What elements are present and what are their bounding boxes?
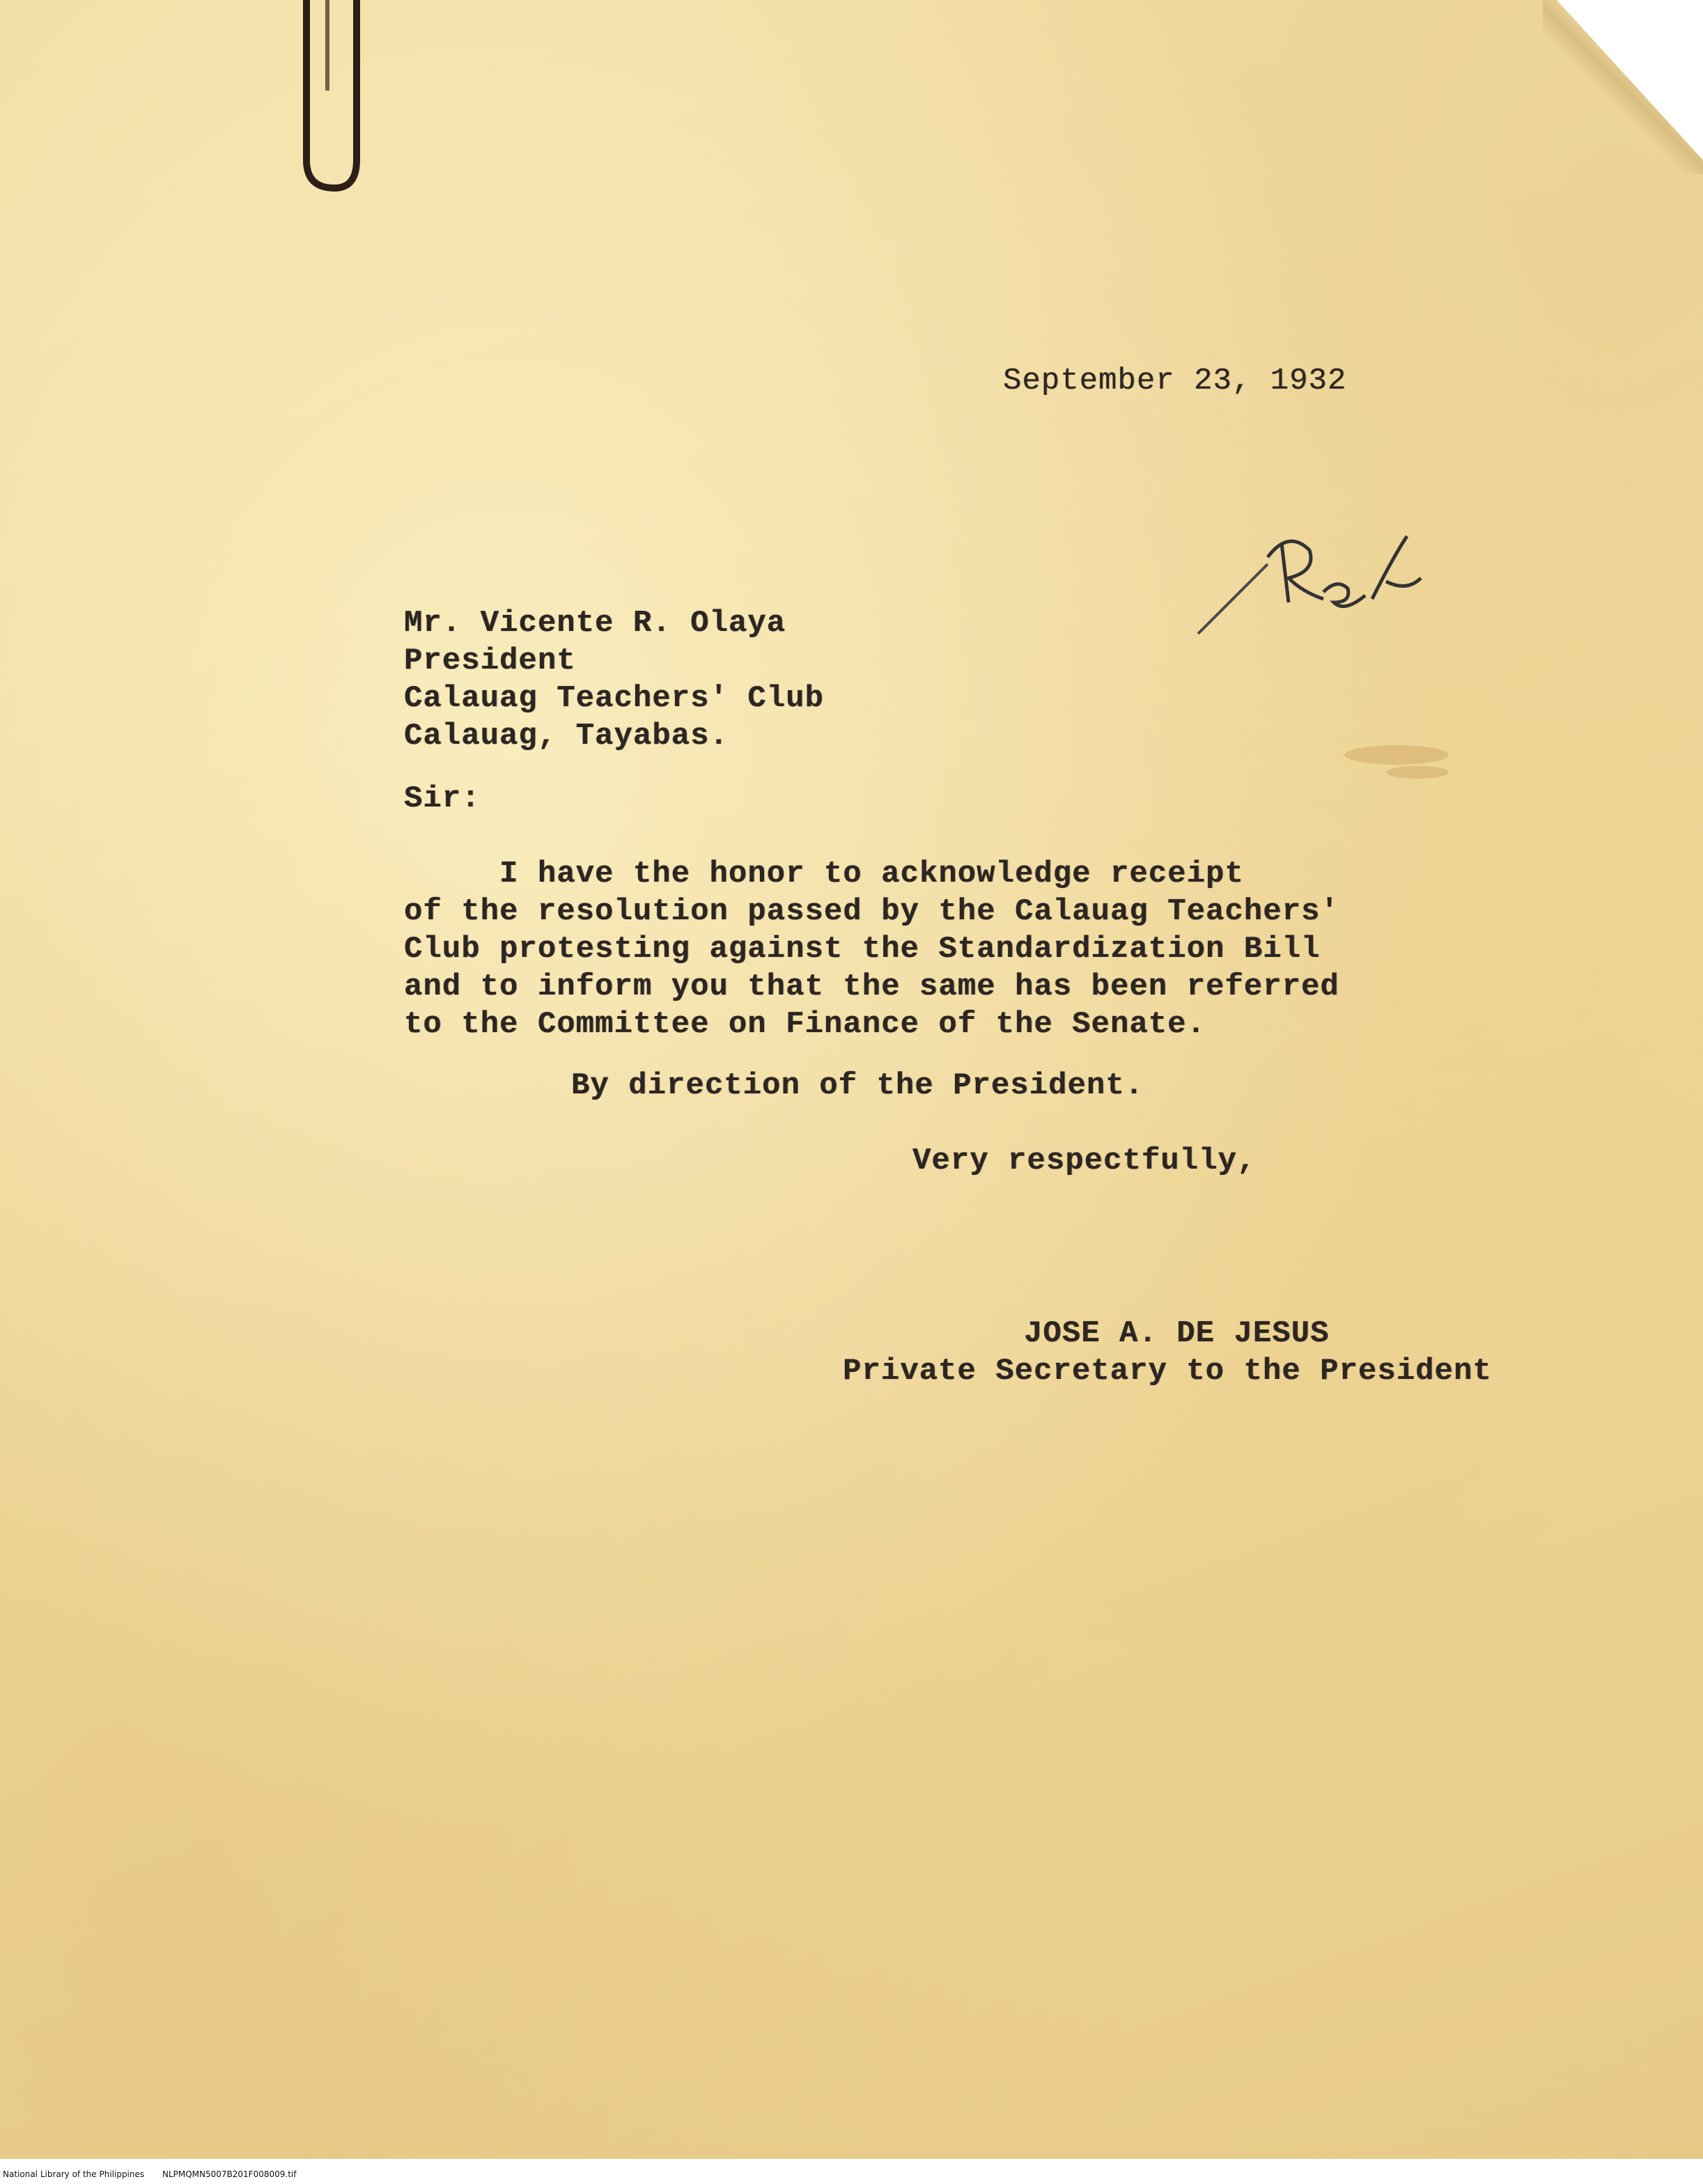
body-line: of the resolution passed by the Calauag Teachers': [404, 894, 1339, 929]
direction-line: By direction of the President.: [571, 1068, 1144, 1103]
letter-body: [404, 855, 1339, 1043]
recipient-location: Calauag, Tayabas.: [404, 719, 729, 754]
paper-stain: [1344, 745, 1449, 765]
body-line: to the Committee on Finance of the Senate.: [404, 1007, 1206, 1042]
footer-institution: National Library of the Philippines: [3, 2169, 145, 2179]
signatory-title: Private Secretary to the President: [843, 1354, 1492, 1389]
complimentary-closing: Very respectfully,: [912, 1144, 1257, 1178]
body-line: I have the honor to acknowledge receipt: [404, 857, 1244, 891]
recipient-organization: Calauag Teachers' Club: [404, 681, 824, 716]
footer-filename: NLPMQMN5007B201F008009.tif: [162, 2169, 297, 2179]
letter-date: September 23, 1932: [1003, 364, 1347, 398]
salutation: Sir:: [404, 781, 481, 816]
handwritten-initials-ret: [1184, 515, 1463, 655]
signatory-name: JOSE A. DE JESUS: [1024, 1316, 1330, 1351]
recipient-title: President: [404, 644, 576, 678]
body-line: Club protesting against the Standardization Bill: [404, 932, 1321, 967]
recipient-address: [404, 604, 824, 755]
recipient-name: Mr. Vicente R. Olaya: [404, 606, 786, 641]
scan-footer: [0, 2164, 1703, 2184]
paper-stain: [1386, 766, 1449, 779]
paperclip-rust-icon: [279, 0, 390, 209]
body-line: and to inform you that the same has been referred: [404, 969, 1339, 1004]
signature-block: [843, 1315, 1492, 1390]
